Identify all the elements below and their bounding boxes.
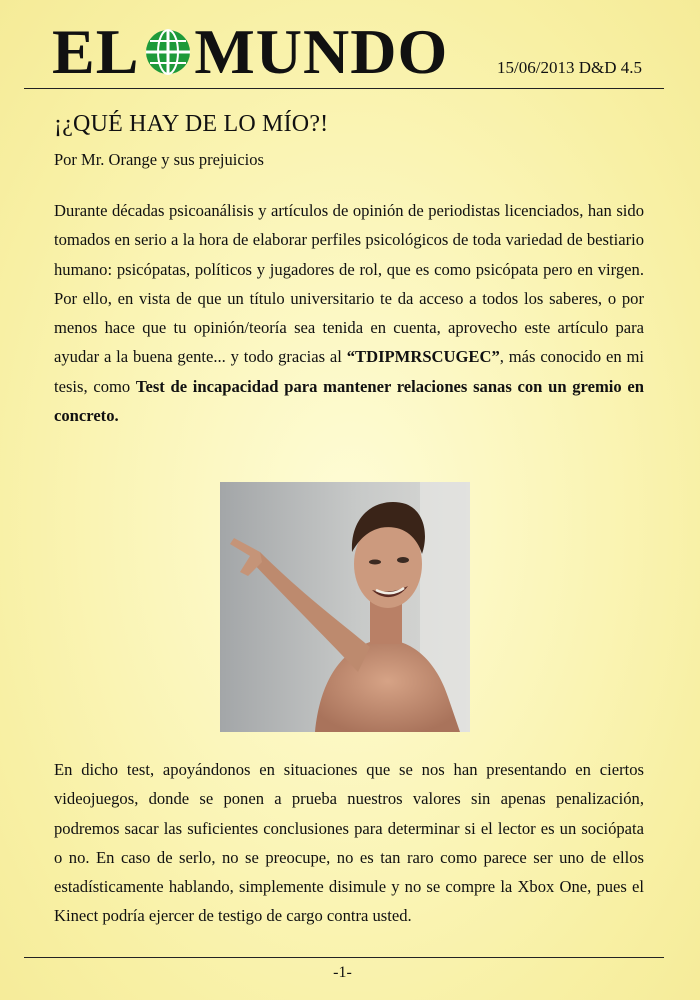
test-paragraph: En dicho test, apoyándonos en situaciones que se nos han presentando en ciertos videojuegos, donde se ponen a prueba nuestros valores sin apenas penalización, podremos sacar las suficientes conclusiones para determinar si el lector es un sociópata o no. En caso de serlo, no se preocupe, no es tan raro como parece ser uno de ellos estadísticamente hablando, simplemente disimule y no se compre la Xbox One, pues el Kinect podría ejercer de testigo de cargo contra usted. [54,760,644,926]
acronym-bold: “TDIPMRSCUGEC” [346,347,500,367]
el-mundo-logo [52,16,449,87]
logo-text-mundo: MUNDO [194,16,449,87]
intro-text: Durante décadas psicoanálisis y artículos de opinión de periodistas licenciados, han sido tomados en serio a la hora de elaborar perfiles psicológicos de toda variedad de bestiario humano: psicópatas, políticos y jugadores de rol, que es como psicópata pero en virgen. Por ello, en vista de que un título universitario te da acceso a todos los saberes, o por menos hace que tu opinión/teoría sea tenida en cuenta, aprovecho este artículo para ayudar a la buena gente... y todo gracias al [54,201,644,367]
issue-date: 15/06/2013 D&D 4.5 [497,58,642,77]
byline: Por Mr. Orange y sus prejuicios [54,150,264,169]
article-photo [220,482,470,732]
test-name-bold: Test de incapacidad para mantener relaciones sanas con un gremio en concreto. [54,376,644,426]
globe-icon [145,29,191,75]
header-divider [24,88,664,89]
footer-divider [24,957,664,958]
masthead [0,0,700,90]
intro-paragraph [54,196,644,430]
logo-text-el: EL [52,16,140,87]
headline: ¡¿QUÉ HAY DE LO MÍO?! [54,111,329,137]
intro-text-mid: , más conocido en mi tesis, como [54,347,644,396]
page-number: -1- [333,964,352,981]
